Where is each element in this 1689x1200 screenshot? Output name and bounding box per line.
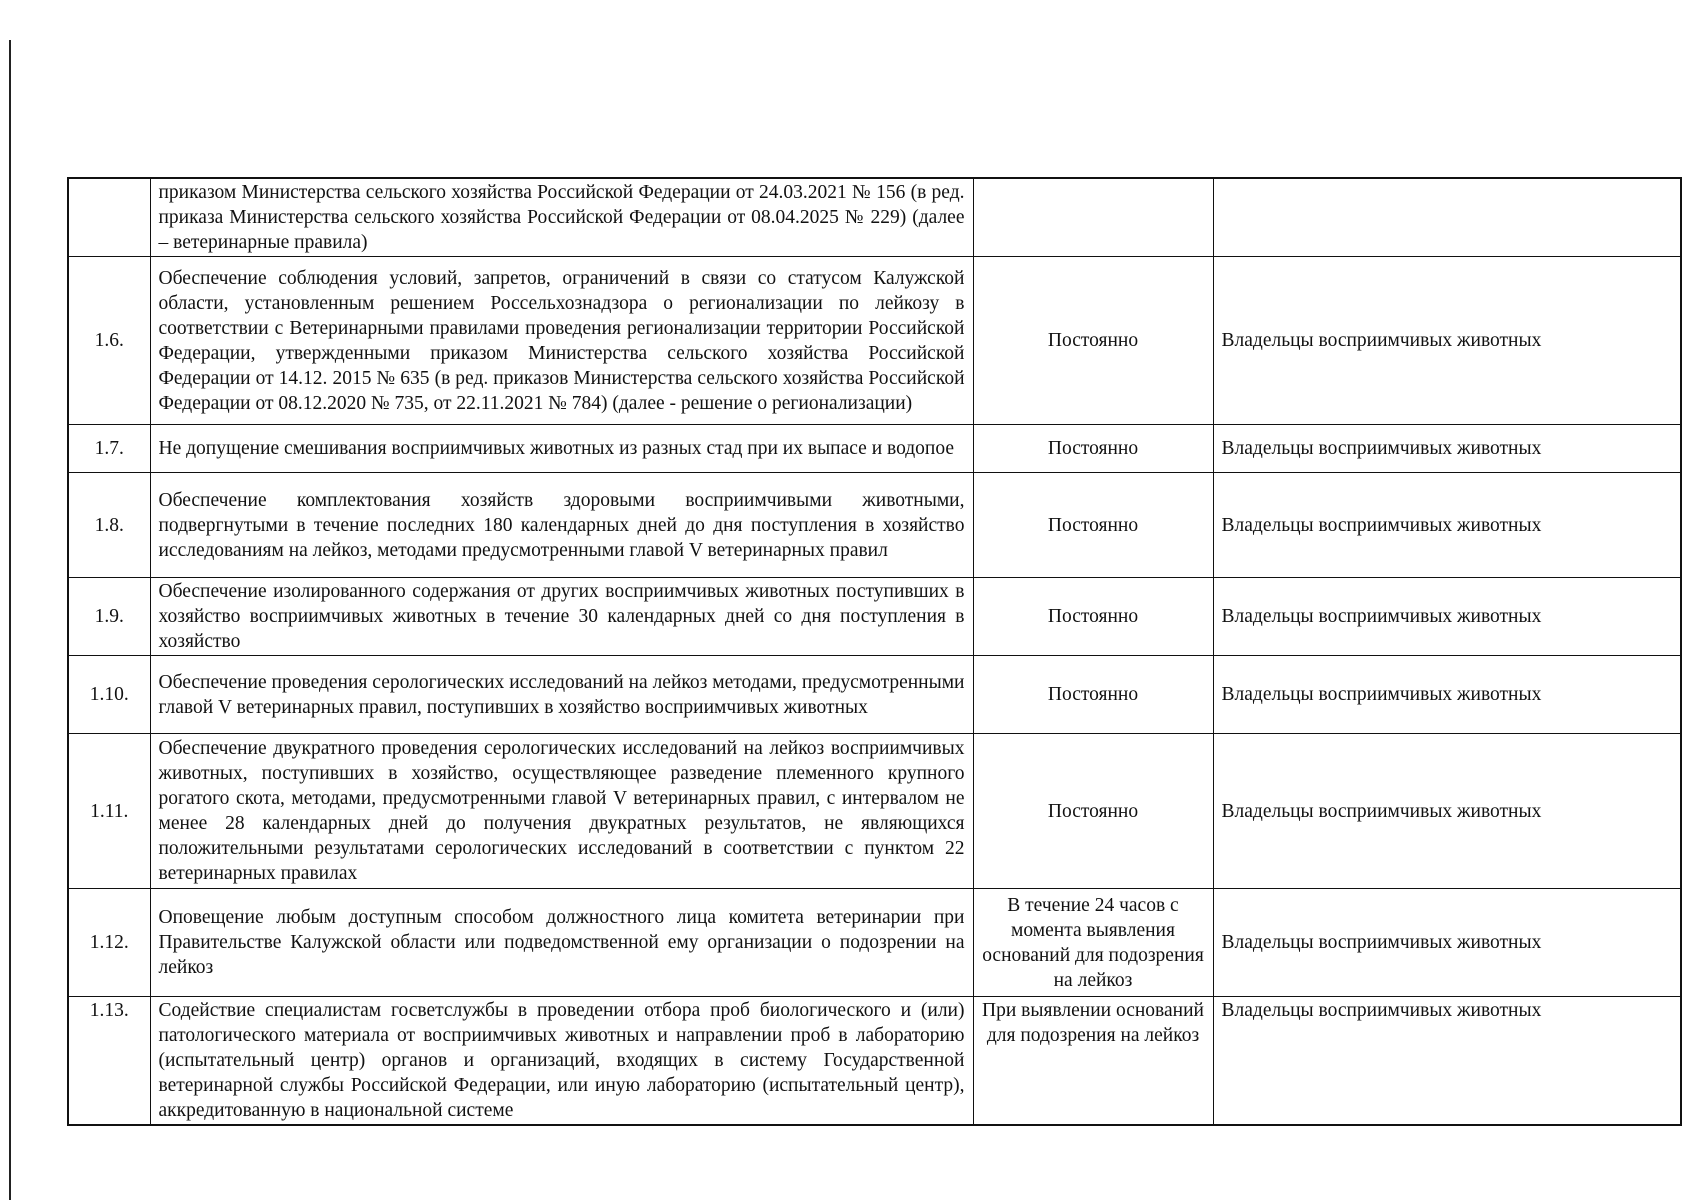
- table-row: [68, 889, 1681, 997]
- row-number: 1.10.: [68, 656, 150, 734]
- table-row: [68, 656, 1681, 734]
- measure-executor: Владельцы восприимчивых животных: [1213, 734, 1681, 889]
- table-row: [68, 425, 1681, 473]
- measure-term: В течение 24 часов с момента выявления оснований для подозрения на лейкоз: [973, 889, 1213, 997]
- row-number: 1.9.: [68, 578, 150, 656]
- row-number: 1.6.: [68, 257, 150, 425]
- measures-table: [67, 177, 1682, 1126]
- measure-term: Постоянно: [973, 257, 1213, 425]
- measure-executor: [1213, 178, 1681, 257]
- measure-description: Не допущение смешивания восприимчивых животных из разных стад при их выпасе и водопое: [150, 425, 973, 473]
- measure-executor: Владельцы восприимчивых животных: [1213, 473, 1681, 578]
- row-number: 1.13.: [68, 997, 150, 1126]
- measure-description: Обеспечение соблюдения условий, запретов, ограничений в связи со статусом Калужской области, установленным решением Россельхознадзора о регионализации по лейкозу в соответствии с Ветеринарными правилами проведения регионализации территории Российской Федерации, утвержденными приказом Министерства сельского хозяйства Российской Федерации от 14.12. 2015 № 635 (в ред. приказов Министерства сельского хозяйства Российской Федерации от 08.12.2020 № 735, от 22.11.2021 № 784) (далее - решение о регионализации): [150, 257, 973, 425]
- row-number: 1.11.: [68, 734, 150, 889]
- measure-term: [973, 178, 1213, 257]
- measure-description: Обеспечение двукратного проведения серологических исследований на лейкоз восприимчивых животных, поступивших в хозяйство, осуществляющее разведение племенного крупного рогатого скота, методами, предусмотренными главой V ветеринарных правил, с интервалом не менее 28 календарных дней до получения двукратных результатов, не являющихся положительными результатами серологических исследований в соответствии с пунктом 22 ветеринарных правилах: [150, 734, 973, 889]
- measure-executor: Владельцы восприимчивых животных: [1213, 425, 1681, 473]
- measure-executor: Владельцы восприимчивых животных: [1213, 257, 1681, 425]
- measure-executor: Владельцы восприимчивых животных: [1213, 997, 1681, 1126]
- measure-term: Постоянно: [973, 425, 1213, 473]
- table-row: [68, 734, 1681, 889]
- row-number: [68, 178, 150, 257]
- table-row: [68, 257, 1681, 425]
- measure-term: Постоянно: [973, 473, 1213, 578]
- measure-description: Оповещение любым доступным способом должностного лица комитета ветеринарии при Правительстве Калужской области или подведомственной ему организации о подозрении на лейкоз: [150, 889, 973, 997]
- measure-description: приказом Министерства сельского хозяйства Российской Федерации от 24.03.2021 № 156 (в ред. приказа Министерства сельского хозяйства Российской Федерации от 08.04.2025 № 229) (далее – ветеринарные правила): [150, 178, 973, 257]
- measure-term: При выявлении оснований для подозрения на лейкоз: [973, 997, 1213, 1126]
- measure-term: Постоянно: [973, 656, 1213, 734]
- table-row: [68, 578, 1681, 656]
- table-row: [68, 473, 1681, 578]
- row-number: 1.8.: [68, 473, 150, 578]
- measure-term: Постоянно: [973, 578, 1213, 656]
- measure-term: Постоянно: [973, 734, 1213, 889]
- measure-description: Обеспечение изолированного содержания от других восприимчивых животных поступивших в хозяйство восприимчивых животных в течение 30 календарных дней со дня поступления в хозяйство: [150, 578, 973, 656]
- page-binding-line: [9, 40, 11, 1200]
- measure-executor: Владельцы восприимчивых животных: [1213, 889, 1681, 997]
- measure-description: Обеспечение комплектования хозяйств здоровыми восприимчивыми животными, подвергнутыми в течение последних 180 календарных дней до дня поступления в хозяйство исследованиям на лейкоз, методами предусмотренными главой V ветеринарных правил: [150, 473, 973, 578]
- measure-description: Обеспечение проведения серологических исследований на лейкоз методами, предусмотренными главой V ветеринарных правил, поступивших в хозяйство восприимчивых животных: [150, 656, 973, 734]
- measure-description: Содействие специалистам госветслужбы в проведении отбора проб биологического и (или) патологического материала от восприимчивых животных и направлении проб в лабораторию (испытательный центр) органов и организаций, входящих в систему Государственной ветеринарной службы Российской Федерации, или иную лабораторию (испытательный центр), аккредитованную в национальной системе: [150, 997, 973, 1126]
- row-number: 1.7.: [68, 425, 150, 473]
- table-row: [68, 178, 1681, 257]
- row-number: 1.12.: [68, 889, 150, 997]
- table-row: [68, 997, 1681, 1126]
- measure-executor: Владельцы восприимчивых животных: [1213, 578, 1681, 656]
- measure-executor: Владельцы восприимчивых животных: [1213, 656, 1681, 734]
